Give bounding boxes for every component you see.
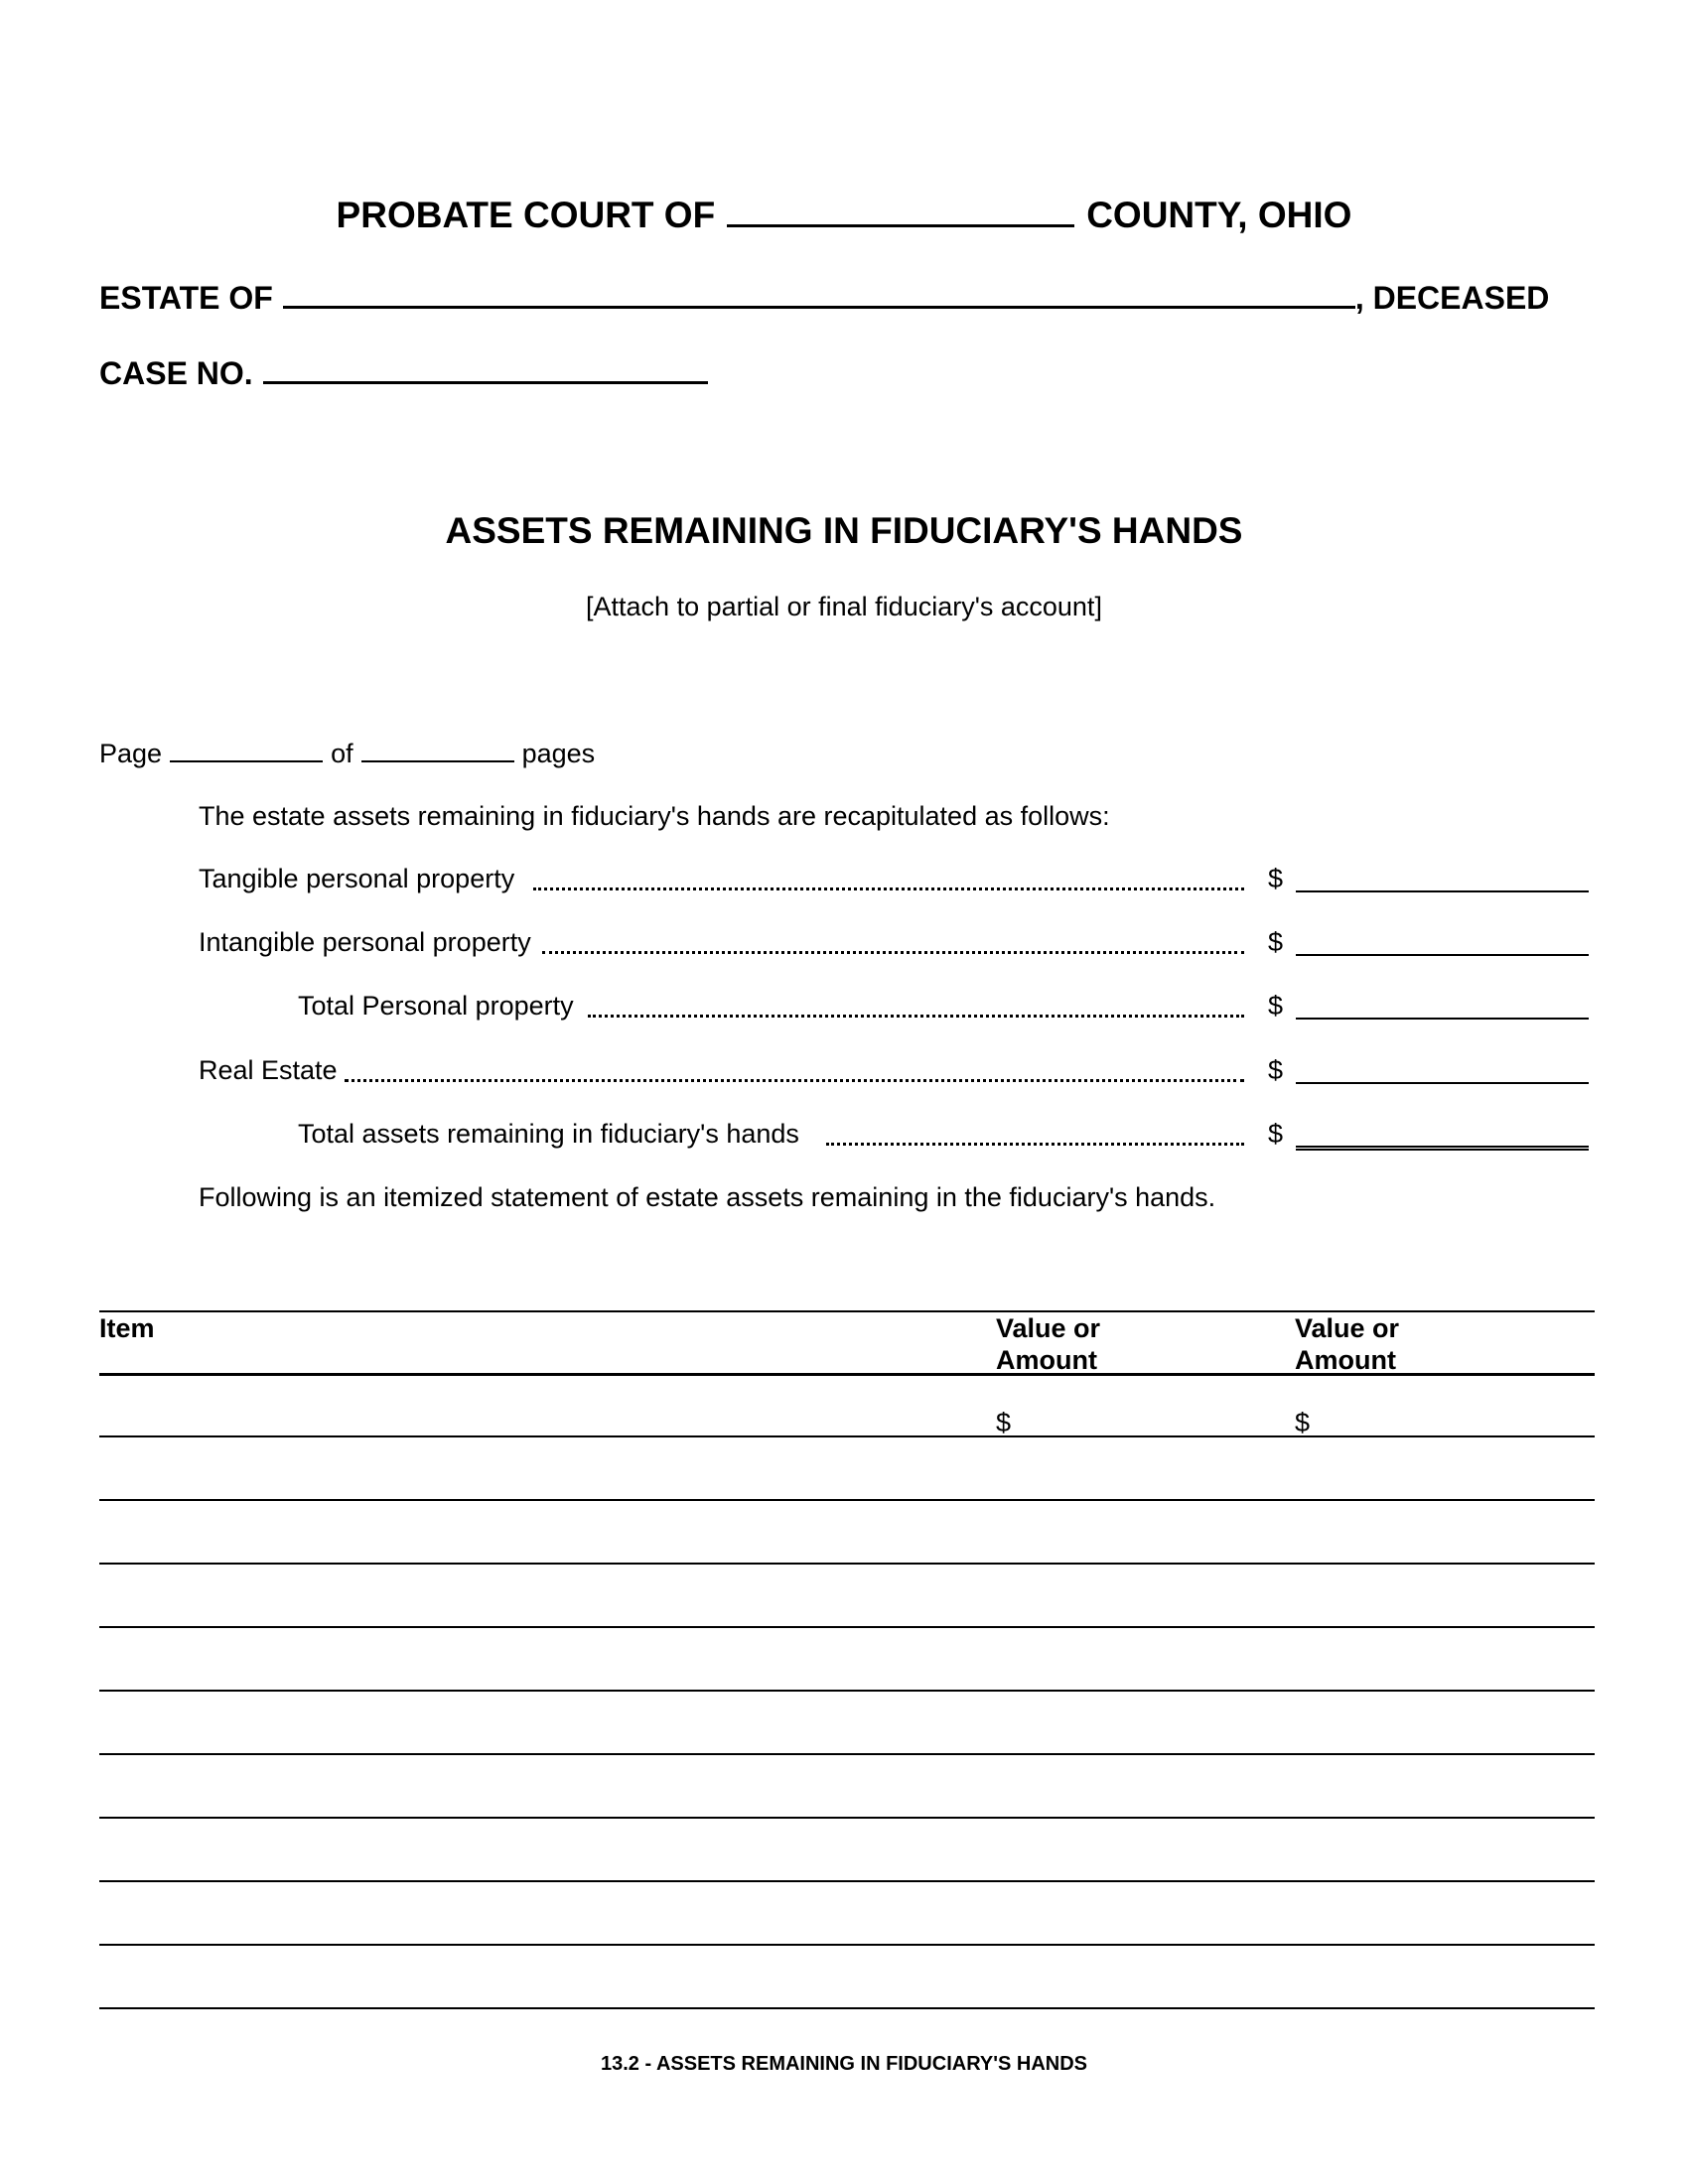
recap-row-real-estate <box>0 1055 1688 1091</box>
table-row-line[interactable] <box>99 1563 1595 1565</box>
table-row-line[interactable] <box>99 2007 1595 2009</box>
table-row-line[interactable] <box>99 1690 1595 1692</box>
decedent-name-field[interactable] <box>283 296 1355 309</box>
case-number-line <box>99 355 708 392</box>
recap-label: Total assets remaining in fiduciary's hands <box>298 1119 799 1149</box>
table-header-rule <box>99 1373 1595 1376</box>
of-label: of <box>331 739 353 768</box>
currency-symbol: $ <box>1268 927 1284 957</box>
table-row-line[interactable] <box>99 1753 1595 1755</box>
form-title: ASSETS REMAINING IN FIDUCIARY'S HANDS <box>445 510 1243 551</box>
recap-label: Real Estate <box>199 1055 338 1085</box>
court-suffix: COUNTY, OHIO <box>1086 195 1352 235</box>
column-header-value-1: Value or Amount <box>996 1313 1101 1375</box>
currency-symbol: $ <box>1268 864 1284 893</box>
column-header-item: Item <box>99 1313 155 1343</box>
estate-prefix: ESTATE OF <box>99 280 273 316</box>
court-heading <box>0 195 1688 236</box>
total-personal-amount-field[interactable] <box>1296 1018 1589 1020</box>
case-number-field[interactable] <box>263 371 708 384</box>
recap-row-total-personal <box>0 991 1688 1026</box>
recap-row-tangible <box>0 864 1688 899</box>
currency-symbol: $ <box>1295 1408 1311 1437</box>
recap-label: Intangible personal property <box>199 927 531 957</box>
currency-symbol: $ <box>996 1408 1012 1437</box>
total-assets-amount-field[interactable] <box>1296 1146 1589 1151</box>
dot-leader <box>533 864 1244 890</box>
recap-row-total-assets <box>0 1119 1688 1155</box>
table-row-line[interactable] <box>99 1435 1595 1437</box>
page-label: Page <box>99 739 163 768</box>
page-count-line <box>99 739 595 769</box>
table-row-line[interactable] <box>99 1880 1595 1882</box>
table-row-line[interactable] <box>99 1626 1595 1628</box>
total-pages-field[interactable] <box>361 752 514 762</box>
real-estate-amount-field[interactable] <box>1296 1082 1589 1084</box>
estate-heading <box>99 280 1589 317</box>
recap-label: Total Personal property <box>298 991 574 1021</box>
intangible-amount-field[interactable] <box>1296 954 1589 956</box>
form-subtitle: [Attach to partial or final fiduciary's account] <box>586 592 1102 621</box>
tangible-amount-field[interactable] <box>1296 890 1589 892</box>
case-label: CASE NO. <box>99 355 253 391</box>
currency-symbol: $ <box>1268 1055 1284 1085</box>
court-prefix: PROBATE COURT OF <box>336 195 716 235</box>
recap-intro: The estate assets remaining in fiduciary's hands are recapitulated as follows: <box>199 801 1110 831</box>
dot-leader <box>588 991 1244 1018</box>
dot-leader <box>542 927 1244 954</box>
page-number-field[interactable] <box>170 752 323 762</box>
dot-leader <box>826 1119 1244 1146</box>
recap-label: Tangible personal property <box>199 864 515 893</box>
county-name-field[interactable] <box>727 214 1074 227</box>
itemized-intro: Following is an itemized statement of estate assets remaining in the fiduciary's hands. <box>199 1182 1216 1212</box>
currency-symbol: $ <box>1268 1119 1284 1149</box>
dot-leader <box>345 1055 1244 1082</box>
table-row-line[interactable] <box>99 1817 1595 1819</box>
currency-symbol: $ <box>1268 991 1284 1021</box>
estate-suffix: , DECEASED <box>1354 280 1550 316</box>
recap-row-intangible <box>0 927 1688 963</box>
table-row-line[interactable] <box>99 1944 1595 1946</box>
column-header-value-2: Value or Amount <box>1295 1313 1400 1375</box>
table-row-line[interactable] <box>99 1499 1595 1501</box>
pages-label: pages <box>521 739 596 768</box>
form-footer: 13.2 - ASSETS REMAINING IN FIDUCIARY'S HANDS <box>601 2053 1087 2075</box>
